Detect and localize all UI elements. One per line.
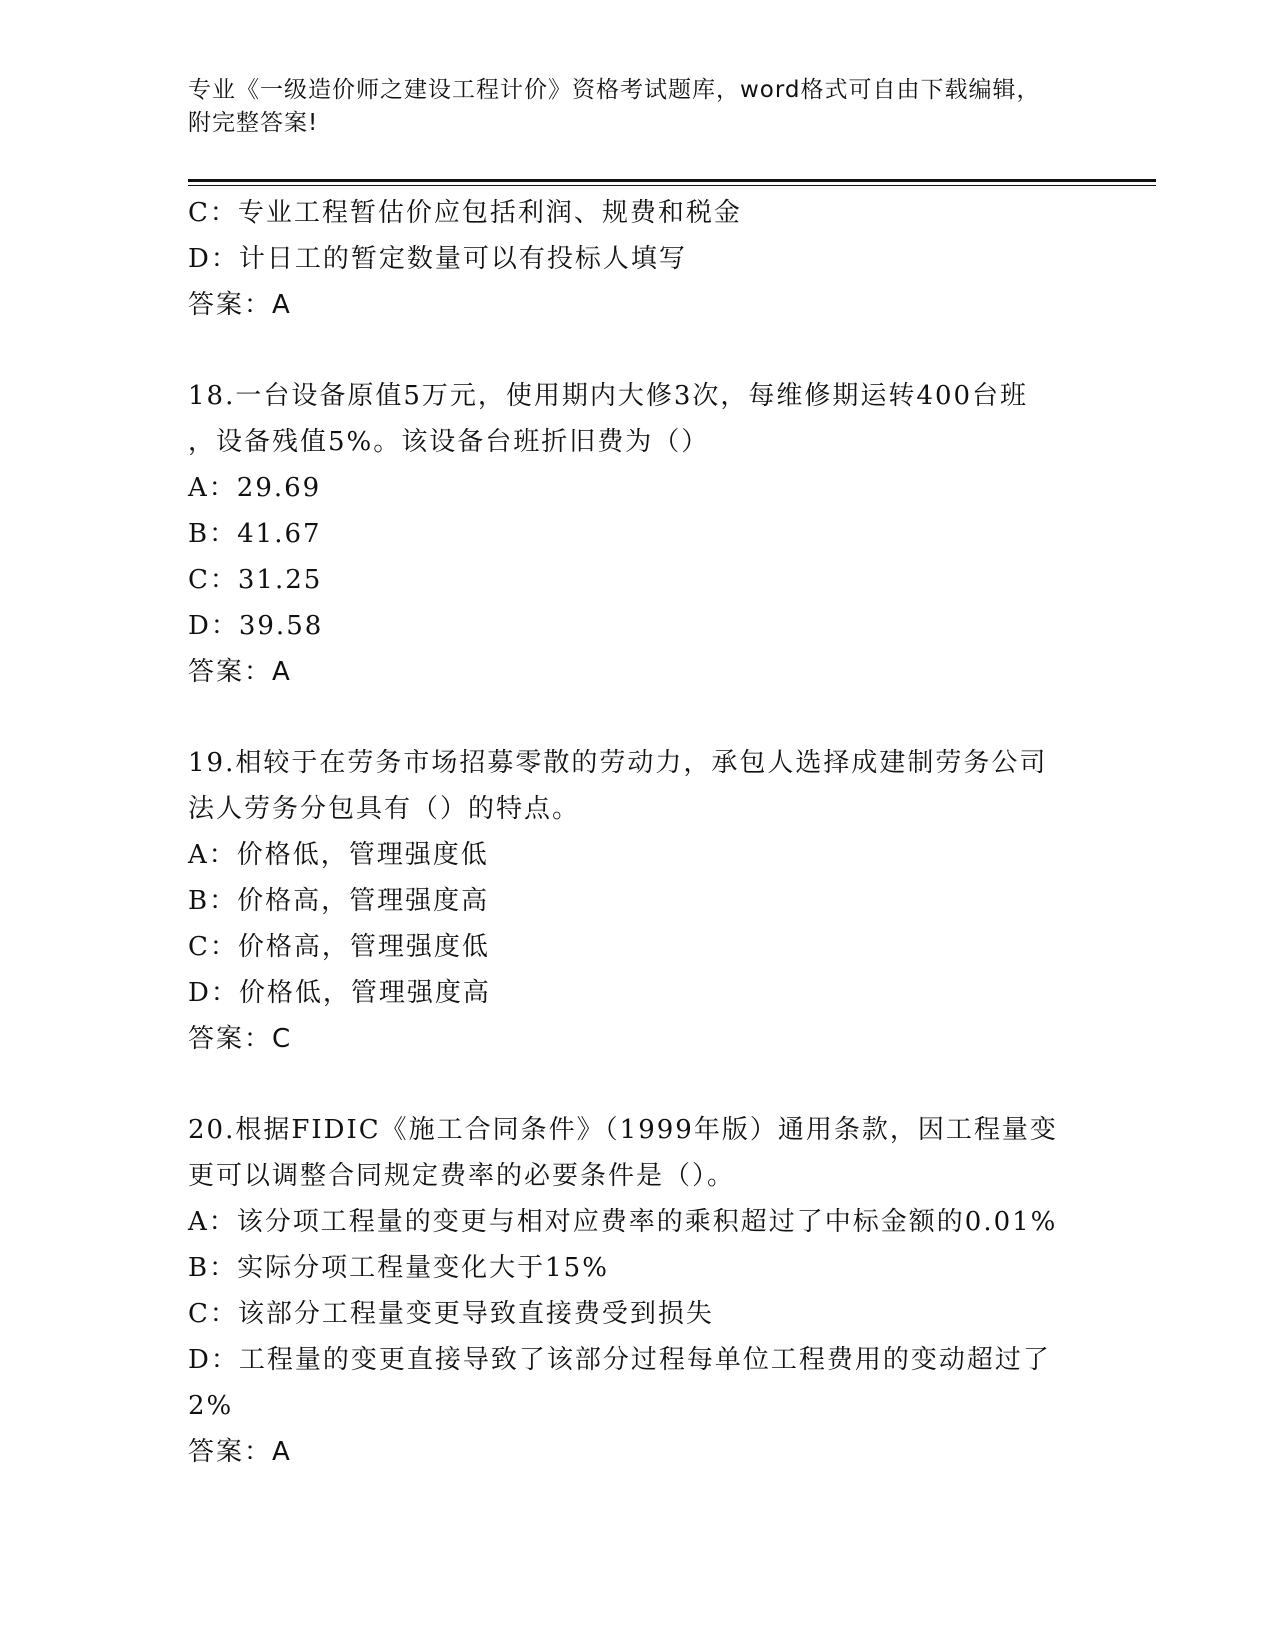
option-a: A：该分项工程量的变更与相对应费率的乘积超过了中标金额的0.01% [188,1207,1058,1237]
option-c: C：专业工程暂估价应包括利润、规费和税金 [188,198,742,228]
option-a: A：29.69 [188,473,322,503]
question-stem: 20.根据FIDIC《施工合同条件》（1999年版）通用条款，因工程量变 [188,1115,1058,1145]
question-stem-continued: 法人劳务分包具有（）的特点。 [188,794,581,824]
question-stem-continued: 更可以调整合同规定费率的必要条件是（）。 [188,1161,736,1191]
option-c: C：31.25 [188,565,323,595]
answer: 答案：A [188,657,292,687]
option-a: A：价格低，管理强度低 [188,840,489,870]
question-20 [188,1107,1118,1475]
answer: 答案：A [188,290,292,320]
option-c: C：价格高，管理强度低 [188,932,490,962]
spacer [188,328,1118,373]
answer: 答案：C [188,1024,293,1054]
spacer [188,695,1118,740]
option-d: D：39.58 [188,611,324,641]
option-d: D：价格低，管理强度高 [188,978,491,1008]
question-stem-continued: ，设备残值5%。该设备台班折旧费为（） [188,427,710,457]
option-b: B：41.67 [188,519,322,549]
header-line-2: 附完整答案! [188,110,319,136]
question-17-tail [188,190,1118,328]
question-19 [188,740,1118,1062]
option-d-continued: 2% [188,1391,234,1421]
document-header [188,74,1068,140]
option-d: D：工程量的变更直接导致了该部分过程每单位工程费用的变动超过了 [188,1345,1051,1375]
question-content [188,190,1118,1475]
question-18 [188,373,1118,695]
option-c: C：该部分工程量变更导致直接费受到损失 [188,1299,714,1329]
question-stem: 19.相较于在劳务市场招募零散的劳动力，承包人选择成建制劳务公司 [188,748,1048,778]
header-rule-thin [188,185,1156,186]
answer: 答案：A [188,1437,292,1467]
header-line-1: 专业《一级造价师之建设工程计价》资格考试题库，word格式可自由下载编辑， [188,77,1041,103]
option-d: D：计日工的暂定数量可以有投标人填写 [188,244,687,274]
question-stem: 18.一台设备原值5万元，使用期内大修3次，每维修期运转400台班 [188,381,1029,411]
header-rule-thick [188,179,1156,182]
option-b: B：实际分项工程量变化大于15% [188,1253,609,1283]
option-b: B：价格高，管理强度高 [188,886,490,916]
spacer [188,1062,1118,1107]
